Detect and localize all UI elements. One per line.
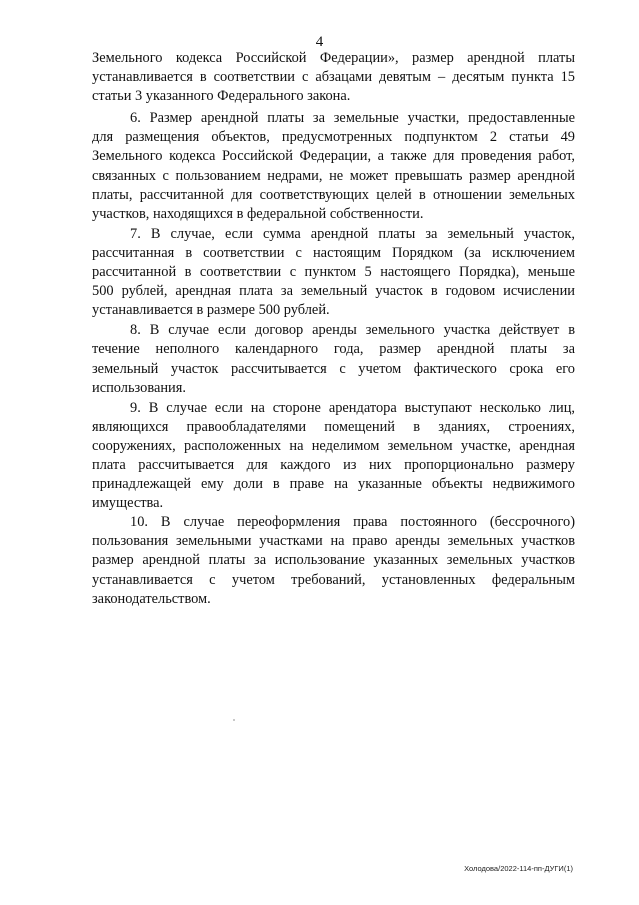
text-line: сооружениях, расположенных на неделимом земельном участке, арендная [92,437,575,454]
text-line: законодательством. [92,590,211,607]
paragraph-item-6 [0,109,639,224]
text-line: 7. В случае, если сумма арендной платы за земельный участок, [130,225,575,242]
text-line: земельный участок рассчитывается с учетом фактического срока его [92,360,575,377]
text-line: рассчитанной в соответствии с пунктом 5 настоящего Порядка), меньше [92,264,575,281]
text-line: устанавливается в соответствии с абзацами девятым – десятым пункта 15 [92,69,575,86]
paragraph-item-9 [0,399,639,514]
text-line: размер арендной платы за использование указанных земельных участков [92,552,575,569]
text-line: статьи 3 указанного Федерального закона. [92,88,351,105]
page-number: 4 [315,34,324,50]
text-line: течение неполного календарного года, размер арендной платы за [92,341,575,358]
text-line: плата рассчитывается для каждого из них пропорционально размеру [92,456,575,473]
paragraph-item-7 [0,225,639,320]
paragraph-item-8 [0,321,639,397]
text-line: для размещения объектов, предусмотренных подпунктом 2 статьи 49 [92,129,575,146]
scan-speck [233,719,235,721]
document-body [0,49,639,609]
text-line: 6. Размер арендной платы за земельные участки, предоставленные [130,110,575,127]
paragraph-item-10 [0,513,639,608]
text-line: пользования земельными участками на право аренды земельных участков [92,533,575,550]
text-line: 9. В случае если на стороне арендатора выступают несколько лиц, [130,399,575,416]
text-line: 10. В случае переоформления права постоянного (бессрочного) [130,514,575,531]
text-line: 8. В случае если договор аренды земельного участка действует в [130,322,575,339]
text-line: устанавливается в размере 500 рублей. [92,302,330,319]
text-line: Земельного кодекса Российской Федерации», размер арендной платы [92,50,575,66]
document-code: Холодова/2022-114-пп-ДУГИ(1) [464,864,573,873]
text-line: Земельного кодекса Российской Федерации, а также для проведения работ, [92,148,575,165]
text-line: связанных с пользованием недрами, не может превышать размер арендной [92,167,575,184]
text-line: рассчитанная в соответствии с настоящим Порядком (за исключением [92,244,575,261]
text-line: 500 рублей, арендная плата за земельный участок в годовом исчислении [92,283,575,300]
text-line: имущества. [92,495,164,512]
text-line: использования. [92,379,186,396]
text-line: устанавливается с учетом требований, установленных федеральным [92,571,575,588]
text-line: платы, рассчитанной для соответствующих целей в отношении земельных [92,186,575,203]
paragraph-continuation [0,49,639,106]
text-line: принадлежащей ему доли в праве на указанные объекты недвижимого [92,476,575,493]
text-line: являющихся правообладателями помещений в зданиях, строениях, [92,418,575,435]
text-line: участков, находящихся в федеральной собственности. [92,205,424,222]
